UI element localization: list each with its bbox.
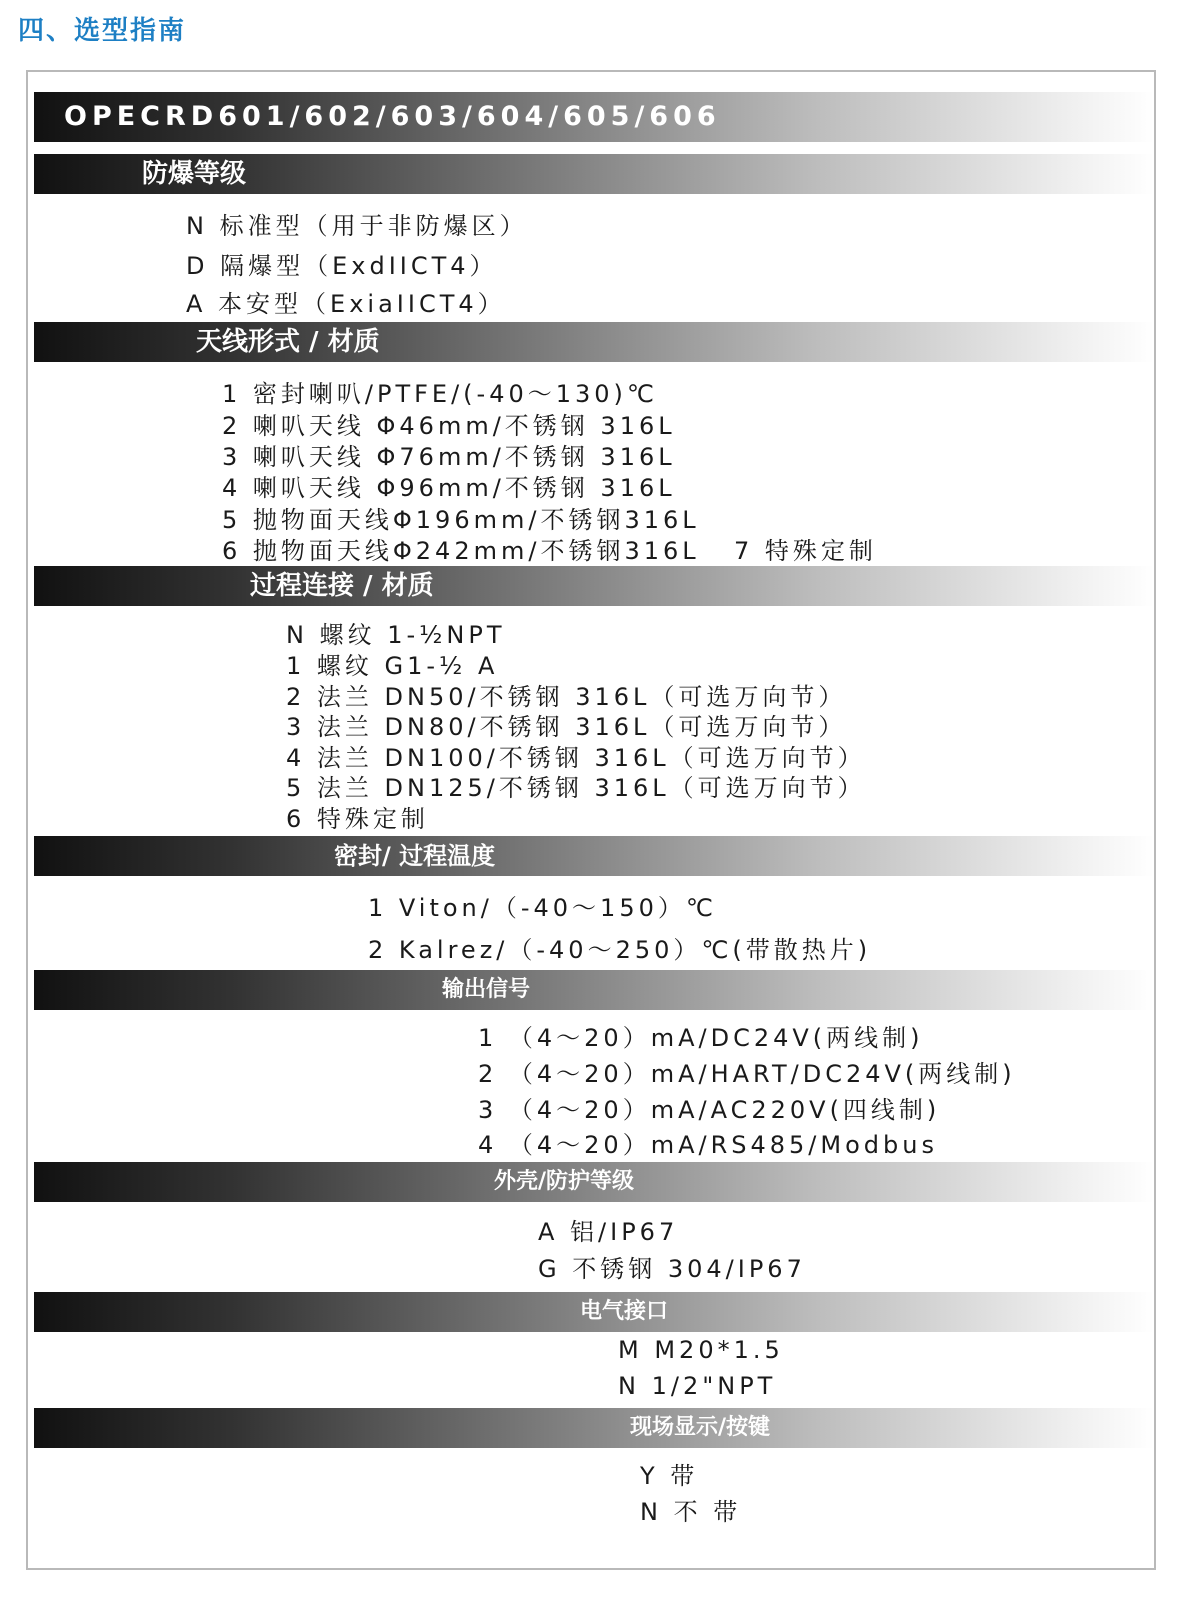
option-line: 2 喇叭天线 Φ46mm/不锈钢 316L bbox=[222, 412, 676, 440]
option-line: G 不锈钢 304/IP67 bbox=[538, 1255, 806, 1283]
option-line: 1 螺纹 G1-½ A bbox=[286, 652, 499, 680]
model-code-bar: OPECRD601/602/603/604/605/606 bbox=[34, 92, 1154, 142]
option-line: 5 法兰 DN125/不锈钢 316L（可选万向节） bbox=[286, 774, 866, 802]
option-line: 3 法兰 DN80/不锈钢 316L（可选万向节） bbox=[286, 713, 847, 741]
option-line: 2 Kalrez/（-40～250）℃(带散热片) bbox=[368, 936, 872, 964]
section-header-process-connection: 过程连接 / 材质 bbox=[34, 566, 1154, 606]
option-line: M M20*1.5 bbox=[618, 1336, 784, 1364]
option-line: 6 抛物面天线Φ242mm/不锈钢316L bbox=[222, 537, 700, 565]
option-line-extra: 7 特殊定制 bbox=[734, 537, 877, 565]
section-header-seal-temperature: 密封/ 过程温度 bbox=[34, 836, 1154, 876]
option-line: N 1/2"NPT bbox=[618, 1372, 777, 1400]
option-line: N 不 带 bbox=[640, 1498, 742, 1526]
option-line: 1 密封喇叭/PTFE/(-40～130)℃ bbox=[222, 380, 658, 408]
section-header-output-signal: 输出信号 bbox=[34, 970, 1154, 1010]
option-line: 3 喇叭天线 Φ76mm/不锈钢 316L bbox=[222, 443, 676, 471]
option-line: 2 （4～20）mA/HART/DC24V(两线制) bbox=[478, 1060, 1016, 1088]
section-header-electrical-interface: 电气接口 bbox=[34, 1292, 1154, 1332]
option-line: 4 喇叭天线 Φ96mm/不锈钢 316L bbox=[222, 474, 676, 502]
option-line: A 铝/IP67 bbox=[538, 1218, 679, 1246]
option-line: N 标准型（用于非防爆区） bbox=[186, 212, 528, 240]
option-line: 6 特殊定制 bbox=[286, 805, 429, 833]
section-header-local-display: 现场显示/按键 bbox=[34, 1408, 1154, 1448]
section-header-antenna: 天线形式 / 材质 bbox=[34, 322, 1154, 362]
option-line: 1 Viton/（-40～150）℃ bbox=[368, 894, 717, 922]
option-line: 4 法兰 DN100/不锈钢 316L（可选万向节） bbox=[286, 744, 866, 772]
option-line: N 螺纹 1-½NPT bbox=[286, 621, 506, 649]
option-line: 3 （4～20）mA/AC220V(四线制) bbox=[478, 1096, 941, 1124]
option-line: 5 抛物面天线Φ196mm/不锈钢316L bbox=[222, 506, 700, 534]
section-header-explosion-proof: 防爆等级 bbox=[34, 154, 1154, 194]
option-line: 2 法兰 DN50/不锈钢 316L（可选万向节） bbox=[286, 683, 847, 711]
section-header-housing-protection: 外壳/防护等级 bbox=[34, 1162, 1154, 1202]
option-line: Y 带 bbox=[640, 1462, 699, 1490]
option-line: D 隔爆型（ExdIICT4） bbox=[186, 252, 498, 280]
page-title: 四、选型指南 bbox=[18, 16, 187, 46]
option-line: A 本安型（ExiaIICT4） bbox=[186, 290, 506, 318]
option-line: 1 （4～20）mA/DC24V(两线制) bbox=[478, 1024, 924, 1052]
option-line: 4 （4～20）mA/RS485/Modbus bbox=[478, 1131, 938, 1159]
